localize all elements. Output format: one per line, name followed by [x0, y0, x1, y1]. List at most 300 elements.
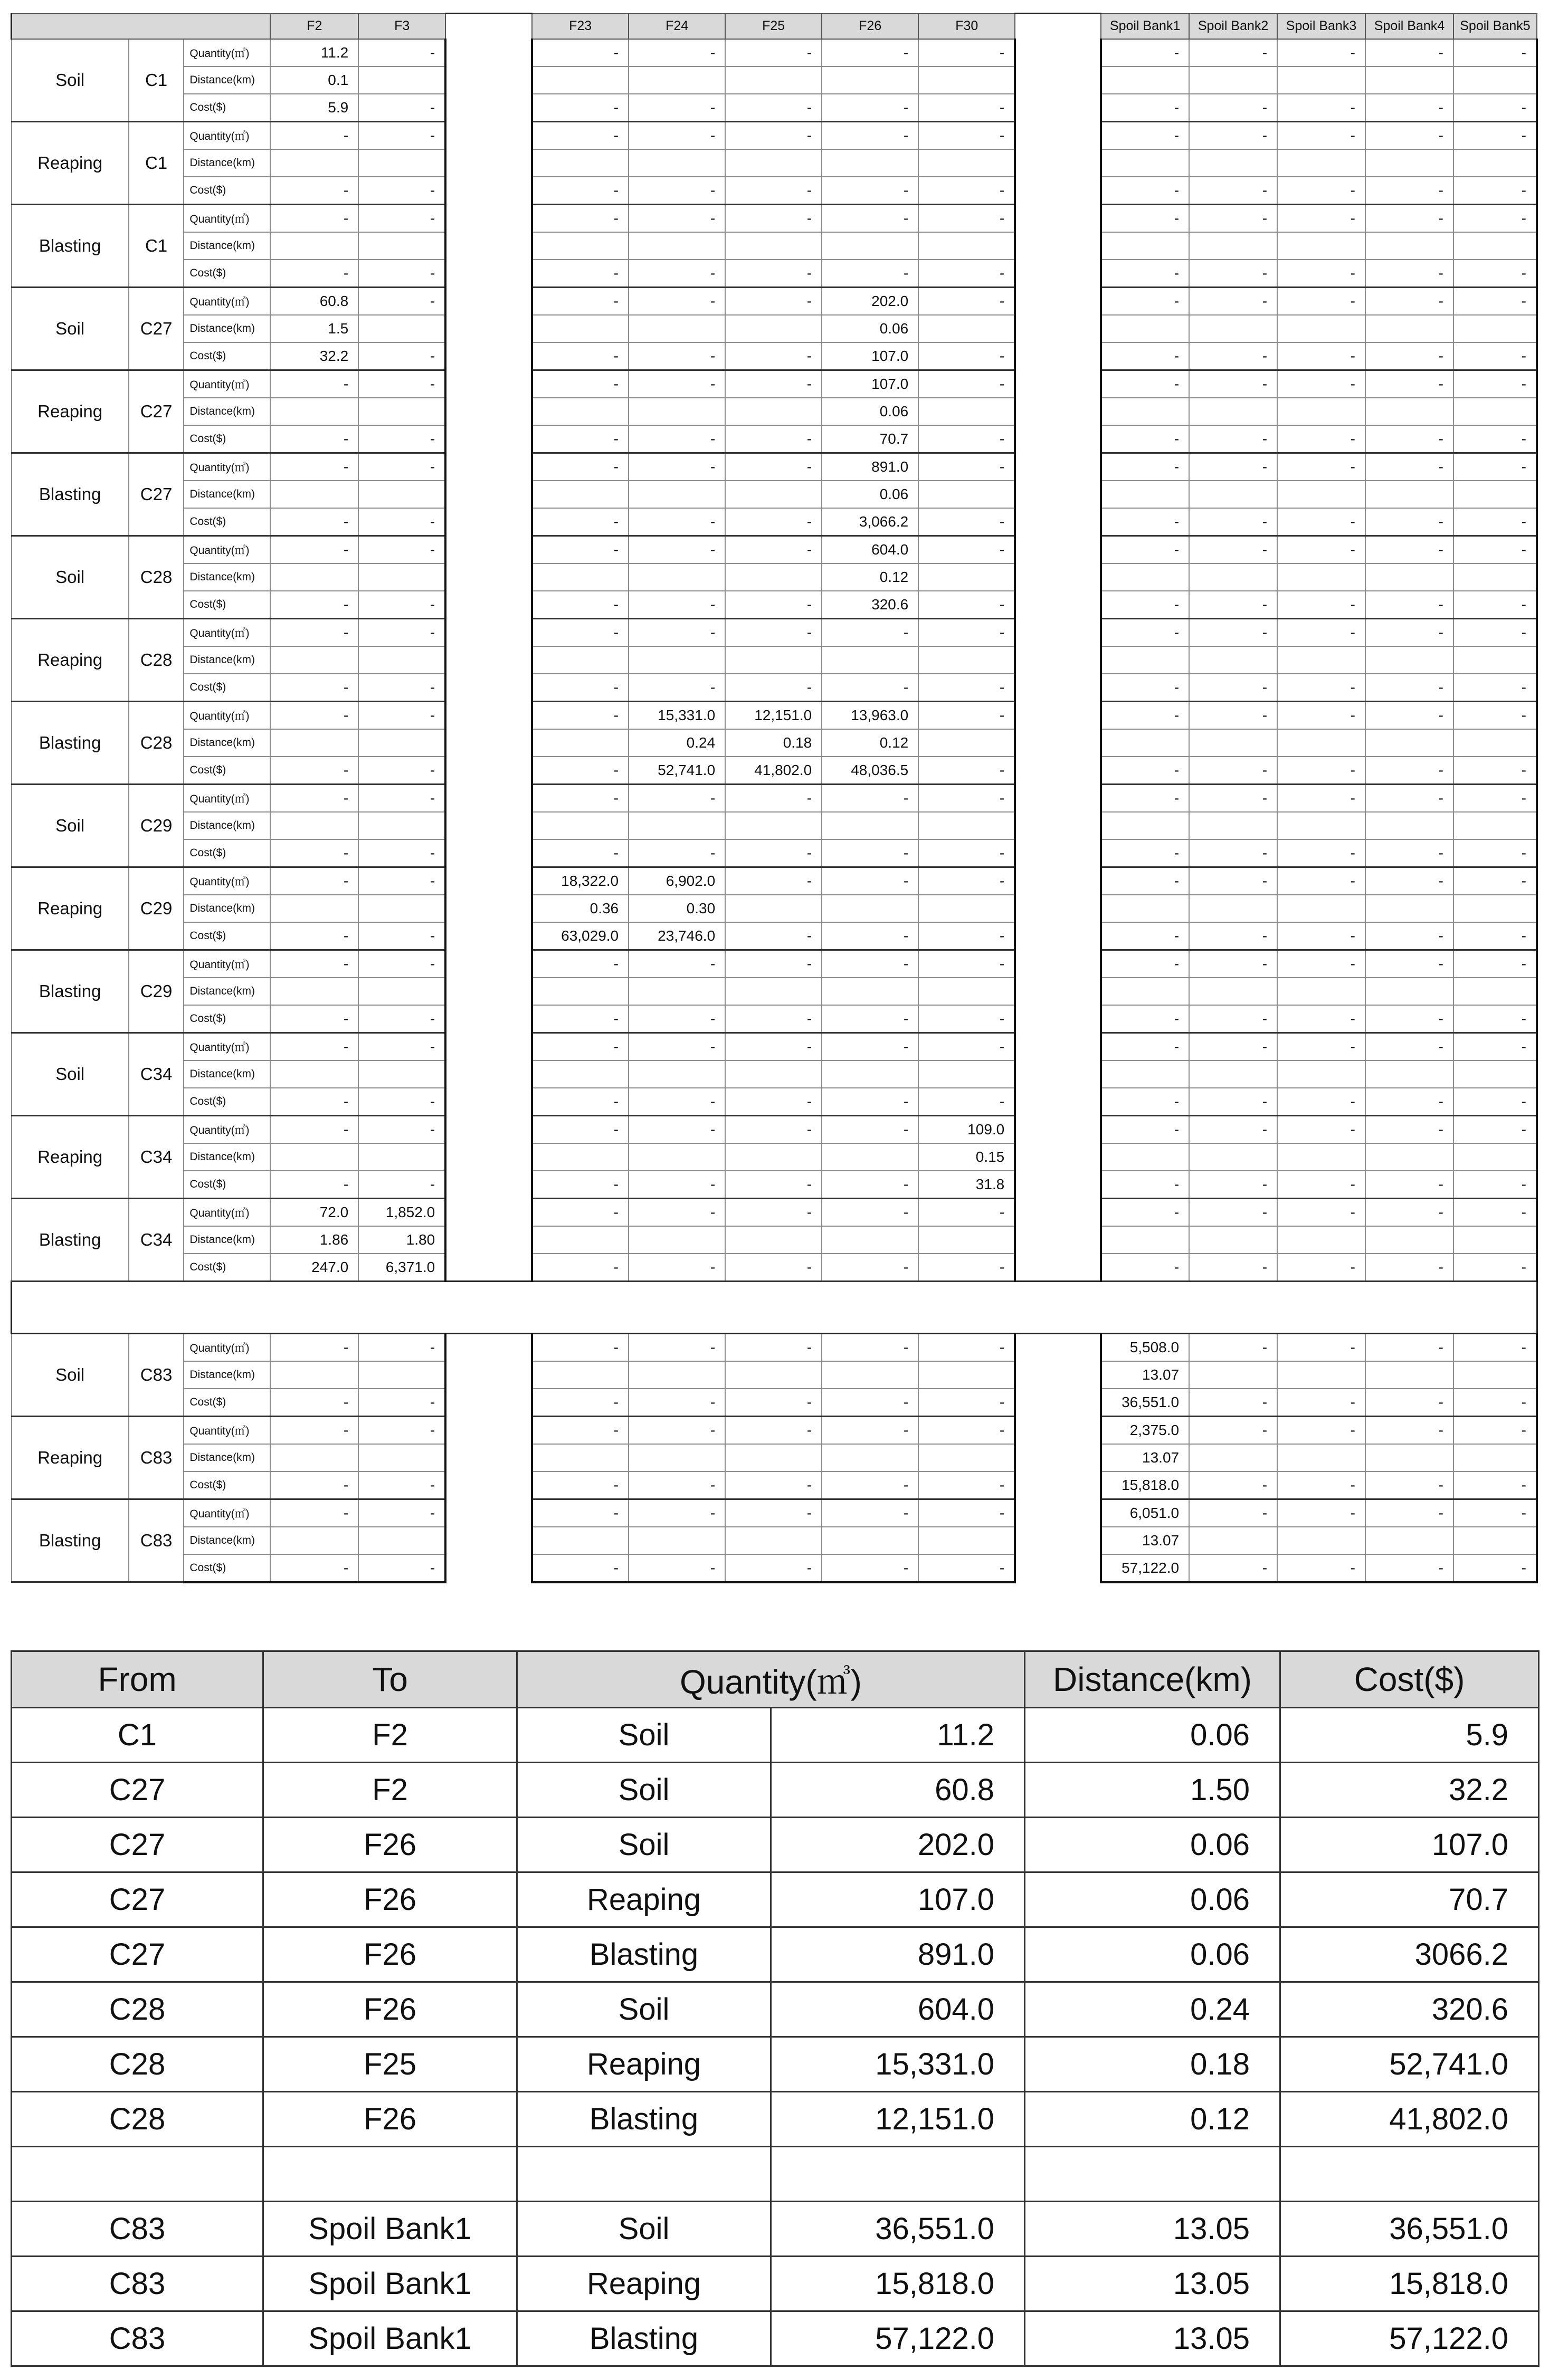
- matrix-cell: -: [1365, 1198, 1453, 1226]
- matrix-cell: -: [918, 1088, 1015, 1116]
- matrix-cell: -: [1453, 1499, 1537, 1527]
- matrix-cell: -: [629, 591, 725, 619]
- matrix-cell: [629, 978, 725, 1005]
- matrix-row: [12, 1361, 1537, 1389]
- matrix-cell: -: [918, 1554, 1015, 1582]
- matrix-row: [12, 674, 1537, 702]
- matrix-cell: -: [1453, 453, 1537, 481]
- matrix-cell: -: [918, 287, 1015, 315]
- matrix-cell: [1453, 1060, 1537, 1088]
- material-label: Reaping: [12, 121, 129, 204]
- matrix-cell: [1101, 646, 1189, 674]
- matrix-cell: [1101, 315, 1189, 342]
- matrix-cell: 6,051.0: [1101, 1499, 1189, 1527]
- matrix-cell: -: [532, 370, 629, 398]
- matrix-cell: -: [358, 839, 445, 867]
- matrix-cell: -: [270, 1333, 358, 1361]
- matrix-cell: -: [1453, 370, 1537, 398]
- matrix-cell: -: [270, 508, 358, 536]
- matrix-cell: -: [532, 342, 629, 370]
- matrix-cell: [270, 729, 358, 757]
- matrix-cell: -: [270, 784, 358, 812]
- matrix-cell: -: [358, 453, 445, 481]
- matrix-cell: -: [1365, 674, 1453, 702]
- matrix-cell: -: [1453, 784, 1537, 812]
- matrix-cell: [629, 646, 725, 674]
- matrix-cell: -: [1189, 1416, 1277, 1444]
- metric-label: Distance(km): [184, 66, 270, 94]
- matrix-cell: [629, 149, 725, 177]
- matrix-cell: -: [1189, 950, 1277, 978]
- matrix-cell: -: [270, 425, 358, 453]
- matrix-cell: [532, 812, 629, 839]
- matrix-cell: 15,331.0: [629, 701, 725, 729]
- matrix-cell: -: [1189, 1115, 1277, 1143]
- matrix-cell: -: [532, 591, 629, 619]
- matrix-cell: -: [1101, 287, 1189, 315]
- matrix-row: [12, 536, 1537, 563]
- matrix-cell: [270, 398, 358, 425]
- matrix-cell: -: [822, 1115, 918, 1143]
- distance-cell: 1.50: [1025, 1763, 1280, 1818]
- matrix-cell: -: [1365, 1033, 1453, 1060]
- matrix-cell: [358, 1527, 445, 1554]
- to-cell: F26: [263, 1818, 517, 1872]
- from-cell: C27: [12, 1927, 263, 1982]
- matrix-cell: [822, 1226, 918, 1254]
- matrix-cell: -: [1189, 839, 1277, 867]
- matrix-cell: [270, 895, 358, 922]
- matrix-cell: [270, 1143, 358, 1171]
- matrix-cell: -: [822, 1554, 918, 1582]
- matrix-cell: [1365, 149, 1453, 177]
- matrix-cell: [1277, 1143, 1365, 1171]
- matrix-cell: -: [629, 536, 725, 563]
- material-label: Blasting: [12, 701, 129, 784]
- matrix-cell: -: [1101, 757, 1189, 785]
- matrix-cell: -: [358, 1554, 445, 1582]
- matrix-cell: -: [358, 260, 445, 288]
- to-cell: F26: [263, 1872, 517, 1927]
- matrix-separator: [12, 1281, 1537, 1333]
- matrix-cell: -: [822, 1416, 918, 1444]
- matrix-cell: -: [1277, 94, 1365, 122]
- matrix-cell: -: [1453, 591, 1537, 619]
- matrix-cell: [1277, 895, 1365, 922]
- summary-row: [12, 2202, 1539, 2257]
- matrix-cell: [270, 978, 358, 1005]
- quantity-cell: 891.0: [771, 1927, 1025, 1982]
- material-label: Soil: [12, 1333, 129, 1416]
- quantity-cell: 60.8: [771, 1763, 1025, 1818]
- matrix-cell: -: [918, 591, 1015, 619]
- matrix-cell: -: [358, 287, 445, 315]
- matrix-cell: -: [629, 177, 725, 205]
- matrix-cell: -: [358, 1088, 445, 1116]
- matrix-cell: -: [1453, 1333, 1537, 1361]
- metric-label: Distance(km): [184, 1527, 270, 1554]
- matrix-cell: -: [1101, 591, 1189, 619]
- matrix-cell: -: [629, 287, 725, 315]
- matrix-cell: [918, 398, 1015, 425]
- matrix-cell: 36,551.0: [1101, 1389, 1189, 1417]
- matrix-cell: [725, 232, 822, 260]
- matrix-cell: -: [1101, 370, 1189, 398]
- metric-label: Cost($): [184, 342, 270, 370]
- matrix-cell: -: [270, 1033, 358, 1060]
- matrix-cell: [822, 646, 918, 674]
- matrix-row: [12, 287, 1537, 315]
- material-label: Soil: [12, 39, 129, 122]
- matrix-cell: [725, 978, 822, 1005]
- matrix-cell: -: [918, 1333, 1015, 1361]
- matrix-cell: -: [1277, 1171, 1365, 1199]
- matrix-cell: -: [1277, 867, 1365, 895]
- matrix-cell: -: [822, 784, 918, 812]
- metric-label: Distance(km): [184, 1444, 270, 1471]
- haul-summary: [11, 1650, 1538, 2371]
- matrix-cell: -: [1101, 1254, 1189, 1282]
- matrix-cell: -: [1365, 1115, 1453, 1143]
- matrix-cell: -: [532, 1554, 629, 1582]
- matrix-cell: -: [1453, 204, 1537, 232]
- matrix-cell: -: [1365, 839, 1453, 867]
- matrix-cell: 13,963.0: [822, 701, 918, 729]
- matrix-row: [12, 950, 1537, 978]
- matrix-row: [12, 1471, 1537, 1499]
- matrix-cell: [1101, 1226, 1189, 1254]
- matrix-cell: [725, 398, 822, 425]
- matrix-cell: 3,066.2: [822, 508, 918, 536]
- matrix-cell: 107.0: [822, 370, 918, 398]
- matrix-cell: [532, 1361, 629, 1389]
- material-label: Soil: [12, 784, 129, 867]
- matrix-cell: -: [725, 453, 822, 481]
- metric-label: Quantity(㎥): [184, 287, 270, 315]
- matrix-cell: -: [725, 1416, 822, 1444]
- matrix-cell: [1365, 1444, 1453, 1471]
- matrix-cell: [1453, 1527, 1537, 1554]
- matrix-cell: -: [270, 536, 358, 563]
- matrix-cell: [822, 66, 918, 94]
- matrix-cell: [1365, 232, 1453, 260]
- matrix-cell: -: [725, 867, 822, 895]
- matrix-cell: -: [270, 121, 358, 149]
- matrix-cell: 13.07: [1101, 1444, 1189, 1471]
- matrix-cell: [1189, 66, 1277, 94]
- matrix-row: [12, 1333, 1537, 1361]
- matrix-cell: -: [1453, 287, 1537, 315]
- matrix-cell: -: [629, 260, 725, 288]
- cut-label: C29: [129, 784, 184, 867]
- matrix-cell: -: [918, 94, 1015, 122]
- matrix-cell: [1277, 812, 1365, 839]
- matrix-cell: -: [1277, 177, 1365, 205]
- matrix-cell: [1189, 1226, 1277, 1254]
- matrix-cell: [1189, 978, 1277, 1005]
- matrix-cell: -: [822, 922, 918, 950]
- matrix-cell: 0.15: [918, 1143, 1015, 1171]
- matrix-row: [12, 260, 1537, 288]
- matrix-cell: 13.07: [1101, 1527, 1189, 1554]
- matrix-cell: -: [1453, 508, 1537, 536]
- metric-label: Cost($): [184, 177, 270, 205]
- matrix-cell: 32.2: [270, 342, 358, 370]
- matrix-cell: [629, 1226, 725, 1254]
- summary-header-row: [12, 1651, 1539, 1708]
- matrix-cell: -: [270, 1005, 358, 1033]
- matrix-cell: [725, 646, 822, 674]
- cost-cell: 107.0: [1280, 1818, 1539, 1872]
- matrix-cell: [532, 232, 629, 260]
- matrix-row: [12, 812, 1537, 839]
- material-label: Blasting: [12, 453, 129, 536]
- matrix-cell: [1453, 481, 1537, 508]
- matrix-cell: [725, 1060, 822, 1088]
- matrix-cell: -: [918, 1198, 1015, 1226]
- col-header: F26: [822, 14, 918, 39]
- from-header: From: [12, 1651, 263, 1708]
- matrix-cell: [1277, 563, 1365, 591]
- matrix-cell: -: [918, 121, 1015, 149]
- matrix-cell: [270, 1361, 358, 1389]
- quantity-cell: 12,151.0: [771, 2092, 1025, 2147]
- matrix-cell: -: [1101, 701, 1189, 729]
- metric-label: Quantity(㎥): [184, 1333, 270, 1361]
- matrix-cell: -: [918, 260, 1015, 288]
- matrix-cell: -: [270, 260, 358, 288]
- matrix-cell: [532, 66, 629, 94]
- matrix-row: [12, 1499, 1537, 1527]
- metric-label: Distance(km): [184, 481, 270, 508]
- matrix-cell: [270, 646, 358, 674]
- metric-label: Quantity(㎥): [184, 784, 270, 812]
- matrix-cell: 0.06: [822, 398, 918, 425]
- matrix-cell: -: [629, 1554, 725, 1582]
- matrix-cell: -: [725, 177, 822, 205]
- matrix-cell: -: [1453, 757, 1537, 785]
- matrix-cell: [629, 1143, 725, 1171]
- matrix-cell: [1365, 978, 1453, 1005]
- matrix-cell: -: [1101, 94, 1189, 122]
- matrix-cell: -: [1365, 1554, 1453, 1582]
- matrix-row: [12, 177, 1537, 205]
- matrix-cell: -: [1453, 1416, 1537, 1444]
- matrix-cell: -: [1365, 287, 1453, 315]
- matrix-cell: -: [918, 1389, 1015, 1417]
- matrix-cell: 31.8: [918, 1171, 1015, 1199]
- metric-label: Quantity(㎥): [184, 1499, 270, 1527]
- matrix-cell: [918, 1226, 1015, 1254]
- matrix-cell: -: [725, 94, 822, 122]
- metric-label: Quantity(㎥): [184, 1416, 270, 1444]
- matrix-cell: -: [822, 121, 918, 149]
- matrix-cell: [1277, 729, 1365, 757]
- matrix-cell: -: [1453, 1554, 1537, 1582]
- cut-label: C27: [129, 287, 184, 370]
- matrix-row: [12, 1416, 1537, 1444]
- matrix-cell: -: [1189, 453, 1277, 481]
- cut-label: C1: [129, 204, 184, 287]
- matrix-cell: -: [629, 1499, 725, 1527]
- cut-label: C83: [129, 1499, 184, 1582]
- matrix-cell: 0.36: [532, 895, 629, 922]
- cut-label: C34: [129, 1115, 184, 1198]
- material-cell: Soil: [517, 1982, 771, 2037]
- matrix-cell: -: [725, 1005, 822, 1033]
- matrix-cell: [1453, 315, 1537, 342]
- matrix-cell: -: [918, 950, 1015, 978]
- matrix-cell: [1453, 66, 1537, 94]
- from-cell: C1: [12, 1708, 263, 1763]
- to-cell: Spoil Bank1: [263, 2202, 517, 2257]
- matrix-cell: [1189, 563, 1277, 591]
- matrix-cell: [532, 398, 629, 425]
- metric-label: Distance(km): [184, 1361, 270, 1389]
- matrix-cell: -: [1189, 1471, 1277, 1499]
- matrix-cell: -: [1101, 839, 1189, 867]
- summary-row: [12, 2311, 1539, 2366]
- cost-cell: 15,818.0: [1280, 2257, 1539, 2311]
- matrix-cell: -: [358, 1005, 445, 1033]
- matrix-cell: -: [1189, 1171, 1277, 1199]
- matrix-cell: -: [1277, 39, 1365, 66]
- matrix-row: [12, 232, 1537, 260]
- matrix-cell: -: [1453, 1254, 1537, 1282]
- matrix-cell: -: [270, 1471, 358, 1499]
- matrix-cell: -: [358, 39, 445, 66]
- matrix-cell: 0.30: [629, 895, 725, 922]
- matrix-cell: [270, 1444, 358, 1471]
- matrix-cell: [822, 1527, 918, 1554]
- material-label: Blasting: [12, 1499, 129, 1582]
- matrix-cell: -: [725, 287, 822, 315]
- matrix-cell: -: [358, 425, 445, 453]
- matrix-cell: -: [532, 1333, 629, 1361]
- matrix-cell: -: [918, 618, 1015, 646]
- to-cell: F2: [263, 1763, 517, 1818]
- material-label: Soil: [12, 1033, 129, 1115]
- distance-cell: 13.05: [1025, 2311, 1280, 2366]
- matrix-cell: 6,371.0: [358, 1254, 445, 1282]
- matrix-cell: -: [358, 784, 445, 812]
- matrix-cell: -: [1277, 508, 1365, 536]
- material-cell: Soil: [517, 1763, 771, 1818]
- matrix-cell: -: [629, 508, 725, 536]
- matrix-cell: -: [725, 1033, 822, 1060]
- matrix-cell: -: [1189, 784, 1277, 812]
- matrix-cell: [1277, 1361, 1365, 1389]
- matrix-cell: -: [1101, 1198, 1189, 1226]
- summary-blank-row: [12, 2147, 1539, 2202]
- matrix-cell: -: [1365, 536, 1453, 563]
- matrix-cell: -: [1189, 342, 1277, 370]
- material-cell: Reaping: [517, 1872, 771, 1927]
- matrix-cell: [1453, 1226, 1537, 1254]
- metric-label: Distance(km): [184, 563, 270, 591]
- matrix-cell: -: [532, 784, 629, 812]
- matrix-cell: -: [1365, 260, 1453, 288]
- matrix-cell: [1365, 1527, 1453, 1554]
- matrix-cell: -: [1277, 1254, 1365, 1282]
- matrix-row: [12, 867, 1537, 895]
- matrix-cell: -: [918, 1254, 1015, 1282]
- matrix-cell: -: [270, 591, 358, 619]
- matrix-cell: [1453, 232, 1537, 260]
- matrix-cell: -: [1189, 1499, 1277, 1527]
- matrix-cell: -: [358, 701, 445, 729]
- matrix-cell: -: [822, 1005, 918, 1033]
- matrix-cell: -: [1101, 425, 1189, 453]
- matrix-row: [12, 121, 1537, 149]
- matrix-cell: [270, 481, 358, 508]
- matrix-cell: -: [1277, 1554, 1365, 1582]
- matrix-cell: [822, 1444, 918, 1471]
- matrix-cell: -: [358, 591, 445, 619]
- matrix-cell: -: [629, 342, 725, 370]
- matrix-cell: -: [358, 618, 445, 646]
- matrix-cell: -: [532, 453, 629, 481]
- matrix-cell: -: [1365, 867, 1453, 895]
- matrix-cell: -: [1453, 1005, 1537, 1033]
- summary-row: [12, 1927, 1539, 1982]
- matrix-cell: [1189, 1527, 1277, 1554]
- matrix-cell: -: [629, 370, 725, 398]
- matrix-cell: [629, 66, 725, 94]
- matrix-cell: [822, 149, 918, 177]
- matrix-row: [12, 1254, 1537, 1282]
- matrix-cell: 72.0: [270, 1198, 358, 1226]
- matrix-cell: [358, 812, 445, 839]
- matrix-cell: -: [725, 1171, 822, 1199]
- matrix-cell: [725, 1143, 822, 1171]
- matrix-cell: -: [1277, 591, 1365, 619]
- matrix-cell: -: [629, 1088, 725, 1116]
- matrix-row: [12, 1554, 1537, 1582]
- matrix-cell: [1189, 1361, 1277, 1389]
- matrix-cell: -: [270, 1416, 358, 1444]
- matrix-cell: -: [270, 950, 358, 978]
- matrix-cell: -: [1277, 287, 1365, 315]
- quantity-cell: 36,551.0: [771, 2202, 1025, 2257]
- matrix-cell: -: [1453, 425, 1537, 453]
- matrix-cell: 60.8: [270, 287, 358, 315]
- cut-label: C1: [129, 121, 184, 204]
- matrix-row: [12, 618, 1537, 646]
- matrix-cell: -: [822, 1088, 918, 1116]
- matrix-cell: -: [629, 1254, 725, 1282]
- matrix-cell: [918, 895, 1015, 922]
- matrix-cell: 109.0: [918, 1115, 1015, 1143]
- matrix-cell: -: [1365, 784, 1453, 812]
- matrix-cell: -: [822, 260, 918, 288]
- matrix-cell: [358, 646, 445, 674]
- matrix-cell: -: [270, 867, 358, 895]
- matrix-cell: -: [532, 1416, 629, 1444]
- matrix-cell: -: [1101, 922, 1189, 950]
- cost-cell: 57,122.0: [1280, 2311, 1539, 2366]
- matrix-cell: [1453, 1143, 1537, 1171]
- matrix-cell: 0.12: [822, 563, 918, 591]
- matrix-cell: -: [725, 1333, 822, 1361]
- cost-cell: 320.6: [1280, 1982, 1539, 2037]
- matrix-cell: -: [358, 1333, 445, 1361]
- matrix-cell: -: [358, 1171, 445, 1199]
- matrix-cell: [1365, 729, 1453, 757]
- matrix-cell: -: [532, 204, 629, 232]
- matrix-cell: -: [270, 370, 358, 398]
- metric-label: Distance(km): [184, 978, 270, 1005]
